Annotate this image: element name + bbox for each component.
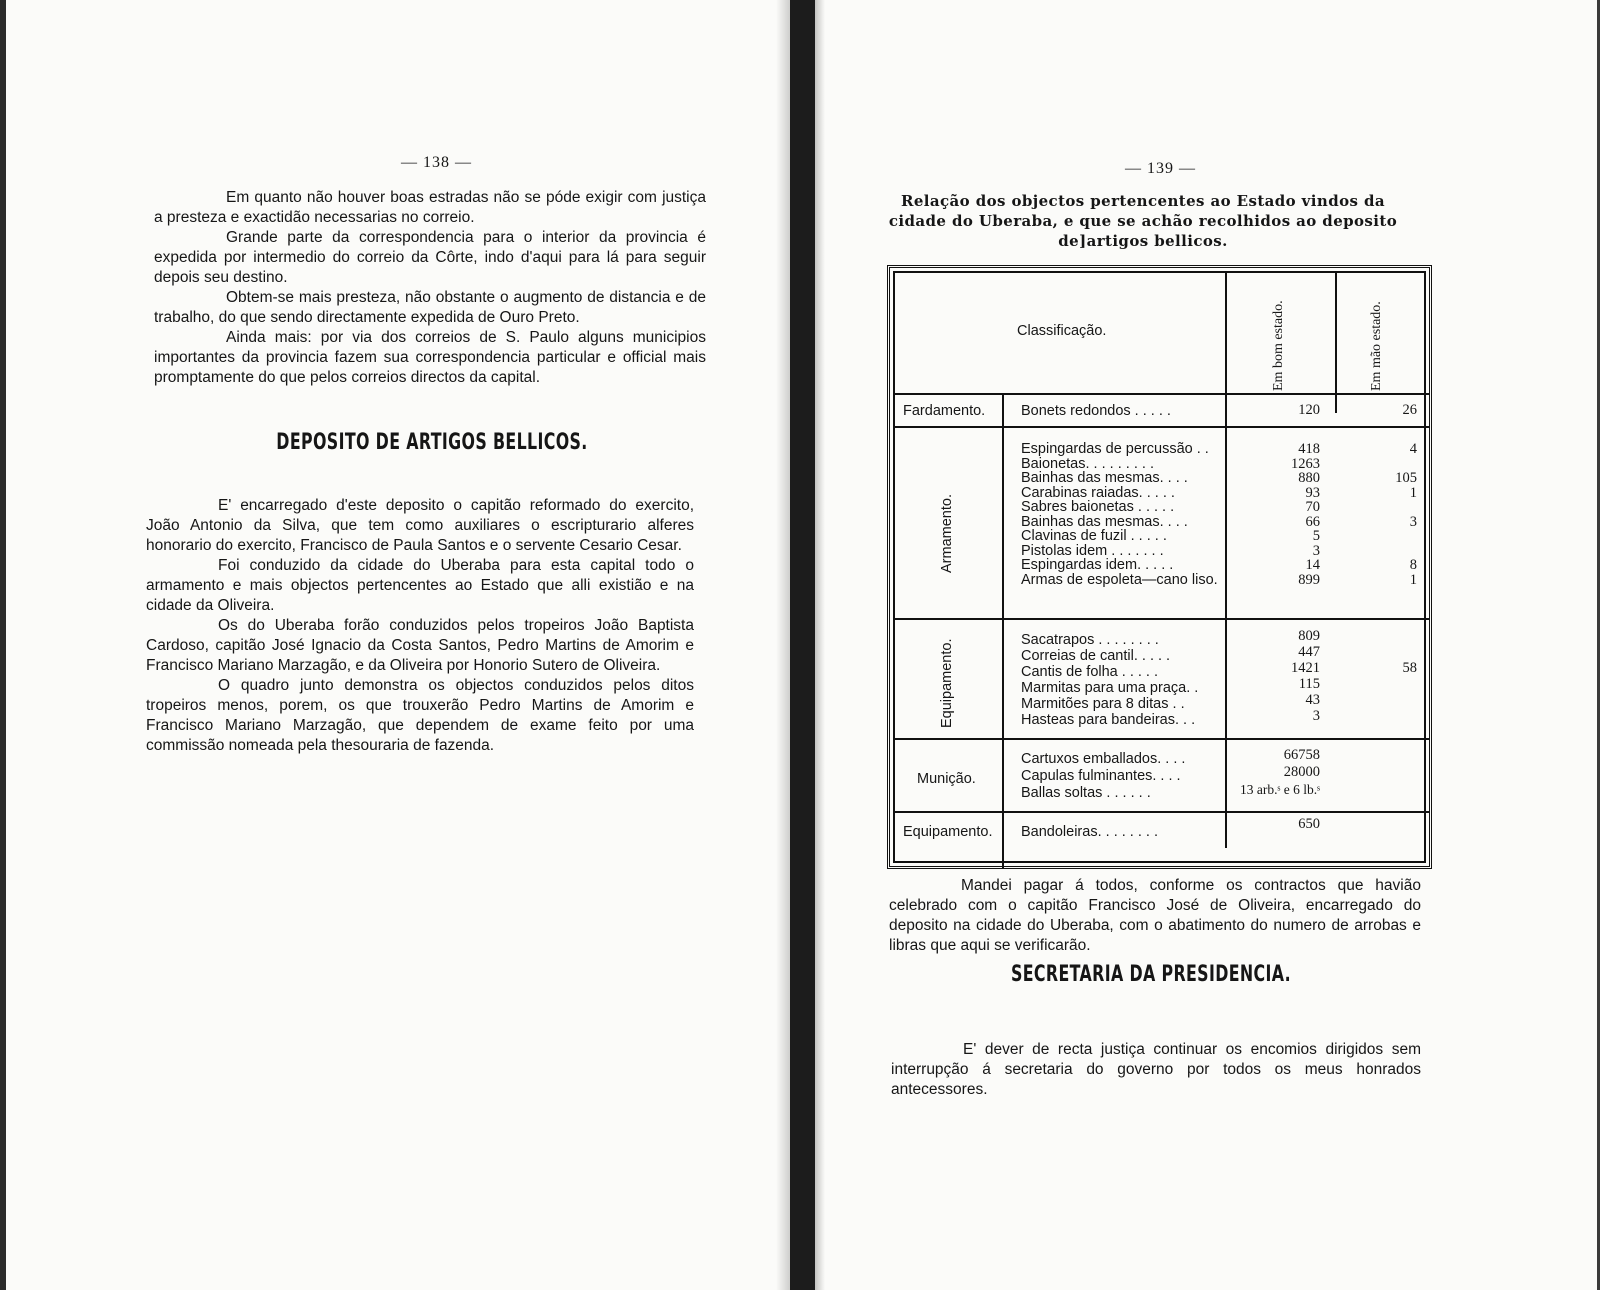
value-good: 93 [1305,484,1320,501]
value-good: 418 [1298,441,1320,457]
group-items [1021,751,1243,802]
value-bad [1345,676,1417,692]
value-bad: 8 [1409,557,1417,573]
group-label: Equipamento. [903,824,993,840]
paragraph: E' encarregado d'este deposito o capitão reformado do exercito, João Antonio da Silva, que tem como auxiliares o escripturario alferes honorario do exercito, Francisco de Paula Santos e o servente Cesario Cesar. [146,497,694,554]
item-name: Sabres baionetas . . . . . [1021,500,1175,515]
value-good: 809 [1298,628,1320,644]
value-bad: 1 [1409,571,1417,588]
paragraph: Obtem-se mais presteza, não obstante o augmento de distancia e de trabalho, do que sendo directamente expedida de Ouro Preto. [154,289,706,326]
group-items [1021,404,1243,419]
value-bad [1345,529,1417,544]
value-good: 899 [1298,571,1320,588]
value-good: 3 [1312,708,1320,724]
group-label: Munição. [917,771,976,787]
value-good: 66758 [1283,747,1320,763]
gutter-shadow [815,0,825,1290]
paragraph: Os do Uberaba forão conduzidos pelos tropeiros João Baptista Cardoso, capitão José Ignacio da Costa Santos, Pedro Martins de Amorim e Francisco Mariano Marzagão, e da Oliveira por Honorio Sutero de Oliveira. [146,617,694,674]
section-heading: DEPOSITO DE ARTIGOS BELLICOS. [276,430,588,455]
value-bad [1345,708,1417,724]
item-name: Bainhas das mesmas. . . . [1021,471,1188,486]
value-bad [1345,544,1417,559]
item-name: Bandoleiras. . . . . . . . [1021,825,1159,840]
value-bad [1345,457,1417,472]
item-name: Ballas soltas . . . . . . [1021,785,1151,801]
paragraph: E' dever de recta justiça continuar os encomios dirigidos sem interrupção á secretaria do governo por todos os meus honrados antecessores. [891,1041,1421,1098]
item-name: Espingardas idem. . . . . [1021,558,1174,573]
right-page [815,0,1600,1290]
paragraph: Mandei pagar á todos, conforme os contractos que havião celebrado com o capitão Francisco José de Oliveira, encarregado do deposito na cidade do Uberaba, com o abatimento do numero de arrobas e libras que aqui se verificarão. [889,877,1421,954]
header-good-state: Em bom estado. [1271,300,1286,391]
item-name: Cartuxos emballados. . . . [1021,751,1186,767]
group-label: Armamento. [939,494,955,573]
value-bad: 1 [1409,484,1417,501]
item-name: Armas de espoleta—cano liso. [1021,572,1218,587]
group-items [1021,825,1243,840]
intro-text [154,188,706,388]
page-number: — 138 — [401,154,472,171]
value-good: 1263 [1291,455,1320,472]
item-name: Sacatrapos . . . . . . . . [1021,632,1159,648]
group-items [1021,632,1243,728]
paragraph: Em quanto não houver boas estradas não se póde exigir com justiça a presteza e exactidão necessarias no correio. [154,189,706,226]
value-good: 447 [1298,644,1320,660]
item-name: Carabinas raiadas. . . . . [1021,485,1175,500]
section-text [146,496,694,756]
group-items [1021,442,1243,587]
value-good: 1421 [1291,660,1320,676]
group-label: Fardamento. [903,403,986,419]
item-name: Correias de cantil. . . . . [1021,648,1171,664]
item-name: Marmitões para 8 ditas . . [1021,696,1185,712]
item-name: Bainhas das mesmas. . . . [1021,514,1188,529]
value-good: 43 [1305,692,1320,708]
section-text [891,1040,1421,1100]
paragraph: O quadro junto demonstra os objectos conduzidos pelos ditos tropeiros menos, porem, os que trouxerão Pedro Martins de Amorim e Francisco Mariano Marzagão, que dependem de exame feito por uma commissão nomeada pela thesouraria de fazenda. [146,677,694,754]
left-page [0,0,790,1290]
item-name: Espingardas de percussão . . [1021,442,1209,457]
value-bad: 105 [1395,470,1417,486]
value-bad: 3 [1409,513,1417,530]
value-good: 3 [1312,542,1320,559]
gutter-shadow [776,0,790,1290]
after-table-text [889,876,1421,956]
header-classification: Classificação. [1017,323,1107,339]
value-bad: 58 [1402,660,1417,676]
item-name: Pistolas idem . . . . . . . [1021,543,1164,558]
value-bad: 26 [1402,402,1417,418]
value-good: 5 [1312,528,1320,544]
item-name: Bonets redondos . . . . . [1021,404,1171,419]
value-bad [1345,500,1417,515]
value-bad [1345,644,1417,660]
item-name: Capulas fulminantes. . . . [1021,768,1181,784]
page-number: — 139 — [1125,160,1196,177]
inventory-table [887,265,1432,869]
value-good: 13 arb.ˢ e 6 lb.ˢ [1240,782,1320,797]
value-good: 66 [1305,513,1320,530]
item-name: Cantis de folha . . . . . [1021,664,1159,680]
value-bad [1345,692,1417,708]
section-heading: SECRETARIA DA PRESIDENCIA. [1010,962,1292,987]
value-good: 115 [1298,676,1320,692]
value-good: 28000 [1283,764,1320,780]
table-caption: Relação dos objectos pertencentes ao Estado vindos da cidade do Uberaba, e que se achão recolhidos ao deposito de]artigos bellicos. [888,192,1398,250]
item-name: Baionetas. . . . . . . . . [1021,456,1154,471]
value-good: 70 [1305,499,1320,515]
paragraph: Foi conduzido da cidade do Uberaba para esta capital todo o armamento e mais objectos pertencentes ao Estado que alli existião e na cidade da Oliveira. [146,557,694,614]
header-bad-state: Em mão estado. [1369,301,1384,391]
item-name: Clavinas de fuzil . . . . . [1021,529,1167,544]
value-good: 880 [1298,470,1320,486]
group-label: Equipamento. [939,638,955,728]
value-bad: 4 [1409,441,1417,457]
value-good: 120 [1298,402,1320,418]
item-name: Marmitas para uma praça. . [1021,680,1199,696]
value-good: 650 [1298,816,1320,832]
paragraph: Grande parte da correspondencia para o interior da provincia é expedida por intermedio do correio da Côrte, indo d'aqui para lá para seguir depois seu destino. [154,229,706,286]
paragraph: Ainda mais: por via dos correios de S. Paulo alguns municipios importantes da provincia fazem sua correspondencia particular e official mais promptamente do que pelos correios directos da capital. [154,329,706,386]
item-name: Hasteas para bandeiras. . . [1021,712,1196,728]
value-bad [1345,628,1417,644]
value-good: 14 [1305,557,1320,573]
